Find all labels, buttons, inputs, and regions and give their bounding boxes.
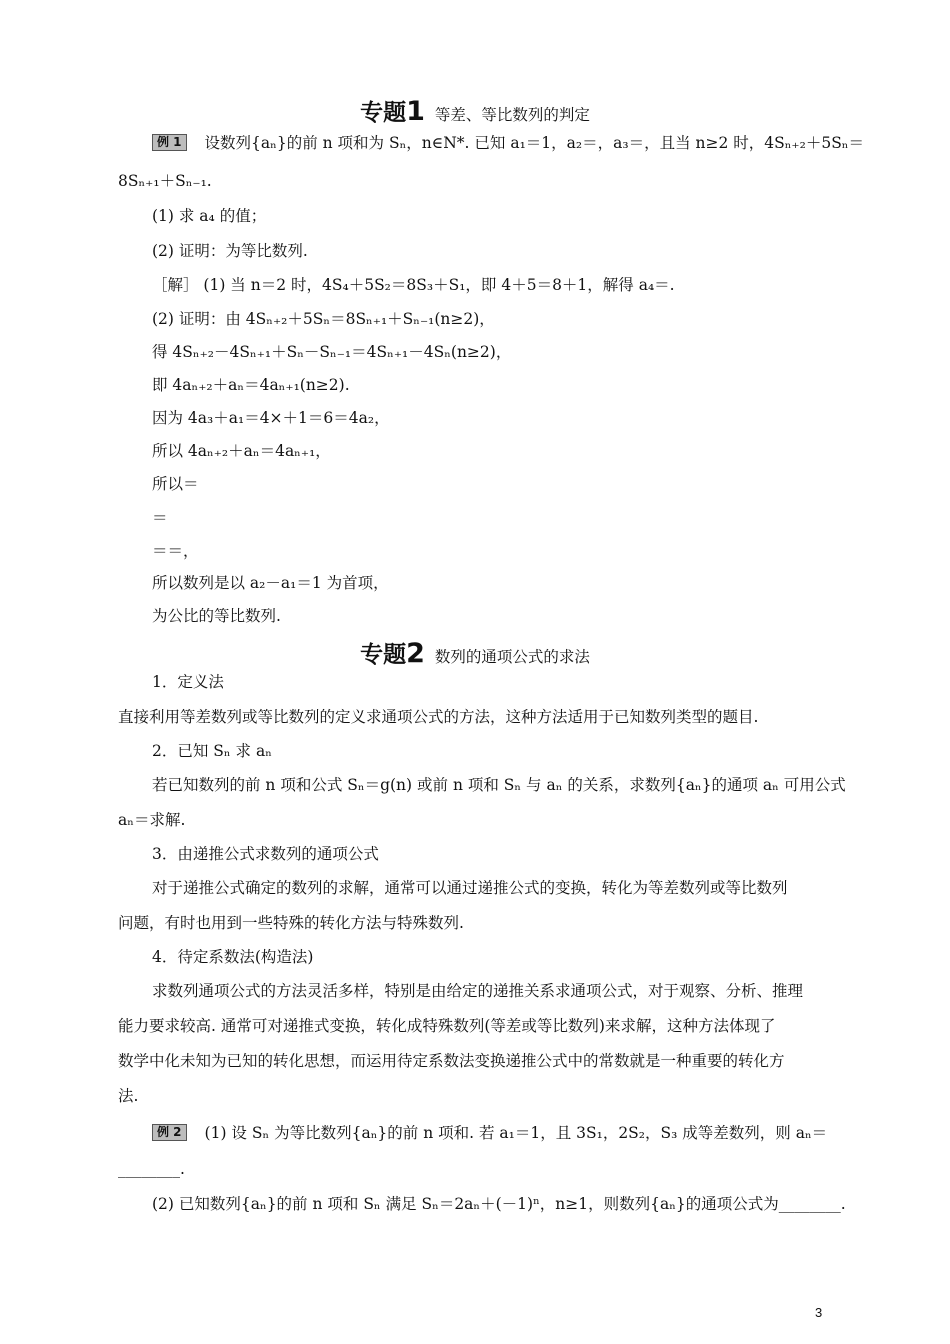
- solution-line2: (2) 证明：由 4Sₙ₊₂＋5Sₙ＝8Sₙ₊₁＋Sₙ₋₁(n≥2)，: [152, 310, 495, 328]
- solution-line9: ＝＝，: [152, 542, 199, 560]
- example1-line1: [152, 132, 864, 154]
- example2-badge: 例 2: [152, 1124, 187, 1141]
- topic2-heading: [0, 636, 950, 669]
- solution-line1: ［解］ (1) 当 n＝2 时，4S₄＋5S₂＝8S₃＋S₁，即 4＋5＝8＋1，解得 a₄＝.: [152, 276, 675, 294]
- method3-title: 3．由递推公式求数列的通项公式: [152, 845, 379, 863]
- topic1-label: 专题: [360, 100, 407, 126]
- method4-title: 4．待定系数法(构造法): [152, 948, 314, 966]
- method4-text4: 法.: [118, 1087, 139, 1105]
- example2-line2: ________.: [118, 1160, 185, 1178]
- solution-line4: 即 4aₙ₊₂＋aₙ＝4aₙ₊₁(n≥2).: [152, 376, 350, 394]
- page-number: 3: [815, 1305, 823, 1320]
- solution-line10: 所以数列是以 a₂－a₁＝1 为首项，: [152, 574, 389, 592]
- example1-line2: 8Sₙ₊₁＋Sₙ₋₁.: [118, 172, 212, 190]
- method1-text: 直接利用等差数列或等比数列的定义求通项公式的方法，这种方法适用于已知数列类型的题目.: [118, 708, 759, 726]
- method2-text1: 若已知数列的前 n 项和公式 Sₙ＝g(n) 或前 n 项和 Sₙ 与 aₙ 的关系，求数列{aₙ}的通项 aₙ 可用公式: [152, 776, 846, 794]
- example2-line1: [152, 1122, 827, 1144]
- solution-line8: ＝: [152, 509, 168, 527]
- example2-part2: (2) 已知数列{aₙ}的前 n 项和 Sₙ 满足 Sₙ＝2aₙ＋(－1)ⁿ，n≥1，则数列{aₙ}的通项公式为________.: [152, 1195, 846, 1213]
- solution-line3: 得 4Sₙ₊₂－4Sₙ₊₁＋Sₙ－Sₙ₋₁＝4Sₙ₊₁－4Sₙ(n≥2)，: [152, 343, 512, 361]
- topic2-number: 2: [406, 638, 425, 669]
- example1-q1: (1) 求 a₄ 的值；: [152, 207, 267, 225]
- example1-text: 设数列{aₙ}的前 n 项和为 Sₙ，n∈N*. 已知 a₁＝1，a₂＝，a₃＝，且当 n≥2 时，4Sₙ₊₂＋5Sₙ＝: [204, 134, 865, 152]
- method2-text2: aₙ＝求解.: [118, 811, 186, 829]
- example1-badge: 例 1: [152, 134, 187, 151]
- method4-text2: 能力要求较高. 通常可对递推式变换，转化成特殊数列(等差或等比数列)来求解，这种方法体现了: [118, 1017, 776, 1035]
- method3-text1: 对于递推公式确定的数列的求解，通常可以通过递推公式的变换，转化为等差数列或等比数列: [152, 879, 788, 897]
- method2-title: 2．已知 Sₙ 求 aₙ: [152, 742, 272, 760]
- solution-line7: 所以＝: [152, 475, 199, 493]
- solution-line6: 所以 4aₙ₊₂＋aₙ＝4aₙ₊₁，: [152, 442, 331, 460]
- topic1-heading: [0, 94, 950, 127]
- solution-line11: 为公比的等比数列.: [152, 607, 281, 625]
- topic1-number: 1: [406, 96, 425, 127]
- example1-q2: (2) 证明：为等比数列.: [152, 242, 308, 260]
- topic2-title: 数列的通项公式的求法: [434, 648, 590, 666]
- solution-line5: 因为 4a₃＋a₁＝4×＋1＝6＝4a₂，: [152, 409, 390, 427]
- example2-part1: (1) 设 Sₙ 为等比数列{aₙ}的前 n 项和. 若 a₁＝1，且 3S₁，2S₂，S₃ 成等差数列，则 aₙ＝: [204, 1124, 828, 1142]
- topic2-label: 专题: [360, 642, 407, 668]
- topic1-title: 等差、等比数列的判定: [434, 106, 590, 124]
- method4-text3: 数学中化未知为已知的转化思想，而运用待定系数法变换递推公式中的常数就是一种重要的转化方: [118, 1052, 785, 1070]
- method4-text1: 求数列通项公式的方法灵活多样，特别是由给定的递推关系求通项公式，对于观察、分析、推理: [152, 982, 804, 1000]
- method1-title: 1．定义法: [152, 673, 224, 691]
- method3-text2: 问题，有时也用到一些特殊的转化方法与特殊数列.: [118, 914, 464, 932]
